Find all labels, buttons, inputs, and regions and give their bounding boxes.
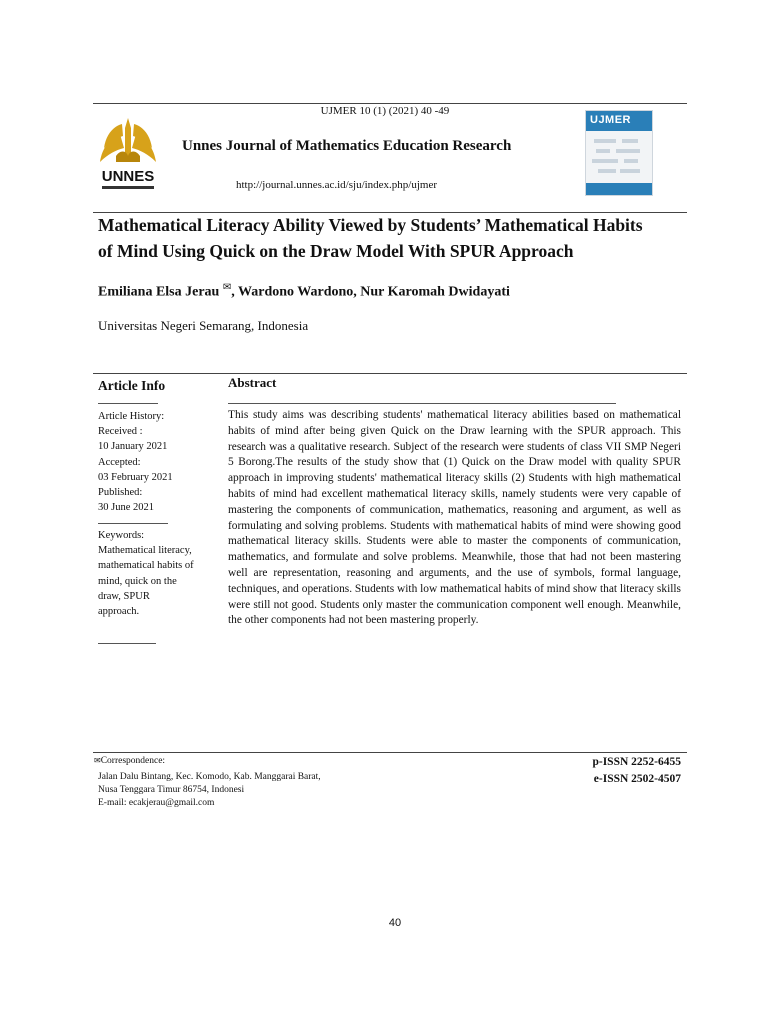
correspondence-block: [94, 754, 418, 810]
journal-url[interactable]: http://journal.unnes.ac.id/sju/index.php/ujmer: [236, 179, 438, 191]
keywords-block: [98, 528, 216, 619]
article-info-heading: Article Info: [98, 378, 166, 393]
footer-rule: [93, 752, 687, 753]
correspondence-address-2: Nusa Tenggara Timur 86754, Indonesi: [98, 785, 245, 795]
page-number: 40: [388, 917, 402, 929]
authors-other: , Wardono Wardono, Nur Karomah Dwidayati: [231, 284, 510, 300]
accepted-date: 03 February 2021: [98, 471, 173, 483]
abstract-heading: Abstract: [228, 375, 277, 390]
affiliation: Universitas Negeri Semarang, Indonesia: [98, 318, 309, 333]
logo-underline: [102, 186, 154, 189]
keyword-line: Mathematical literacy,: [98, 545, 192, 557]
article-title-line-2: of Mind Using Quick on the Draw Model With SPUR Approach: [98, 241, 574, 261]
cover-title: UJMER: [590, 114, 632, 126]
correspondence-address-1: Jalan Dalu Bintang, Kec. Komodo, Kab. Manggarai Barat,: [98, 772, 321, 782]
keywords-label: Keywords:: [98, 530, 145, 541]
envelope-icon: ✉: [94, 756, 101, 765]
accepted-label: Accepted:: [98, 456, 141, 468]
article-history: [98, 409, 216, 515]
info-divider-1: [98, 403, 158, 404]
correspondence-label: Correspondence:: [100, 756, 166, 766]
unnes-logo: [96, 112, 160, 192]
published-label: Published:: [98, 487, 143, 499]
correspondence-email: E-mail: ecakjerau@gmail.com: [98, 798, 215, 808]
authors: [98, 282, 510, 301]
info-divider-3: [98, 643, 156, 644]
journal-citation: UJMER 10 (1) (2021) 40 -49: [320, 105, 450, 117]
abstract-divider: [228, 403, 616, 404]
logo-text: UNNES: [101, 168, 155, 185]
journal-cover-thumbnail: [585, 110, 653, 196]
header-top-rule: [93, 103, 687, 104]
correspondence-label-row: [94, 754, 418, 768]
envelope-icon: ✉: [222, 282, 232, 293]
journal-title: Unnes Journal of Mathematics Education Research: [182, 138, 512, 154]
issn-block: [480, 754, 681, 788]
author-primary: Emiliana Elsa Jerau: [98, 284, 220, 300]
keyword-line: draw, SPUR: [98, 590, 150, 602]
history-label: Article History:: [98, 411, 165, 422]
electronic-issn: e-ISSN 2502-4507: [593, 773, 681, 785]
info-divider-2: [98, 523, 168, 524]
keyword-line: approach.: [98, 606, 140, 618]
keyword-line: mind, quick on the: [98, 575, 177, 587]
keyword-line: mathematical habits of: [98, 560, 194, 572]
published-date: 30 June 2021: [98, 502, 154, 514]
abstract-body: This study aims was describing students' mathematical literacy abilities based on mathematical habits of mind after being given Quick on the Draw learning with the SPUR approach. This research was a qualitative research. Subject of the research were students of class VII SMP Negeri 5 Borong.The results of the study show that (1) Quick on the Draw model with quality SPUR approach in improving students' mathematical literacy skills (2) Students with high mathematical habits of mind had excellent mathematical literacy skills, namely students were very capable of mastering the components of communication, mathematics, reasoning and argument, as well as formulating and solving problems. Students with mathematical habits of mind were showing good mathematical literacy skills. Students were able to master the components of communication, mathematics, and formulate and solve problems. Meanwhile, those that had not been mastering well are representation, reasoning and arguments, and the use of symbols, formal language, techniques, and operations. Students with low mathematical habits of mind show that literacy skills were still not good. Students only master the communication component well enough. Meanwhile, the other components had not been mastering properly.: [228, 409, 681, 627]
received-date: 10 January 2021: [98, 441, 168, 453]
article-title-line-1: Mathematical Literacy Ability Viewed by Students’ Mathematical Habits: [98, 215, 643, 235]
section-top-rule: [93, 373, 687, 374]
cover-pattern: [586, 111, 652, 195]
received-label: Received :: [98, 426, 143, 438]
print-issn: p-ISSN 2252-6455: [592, 756, 681, 768]
